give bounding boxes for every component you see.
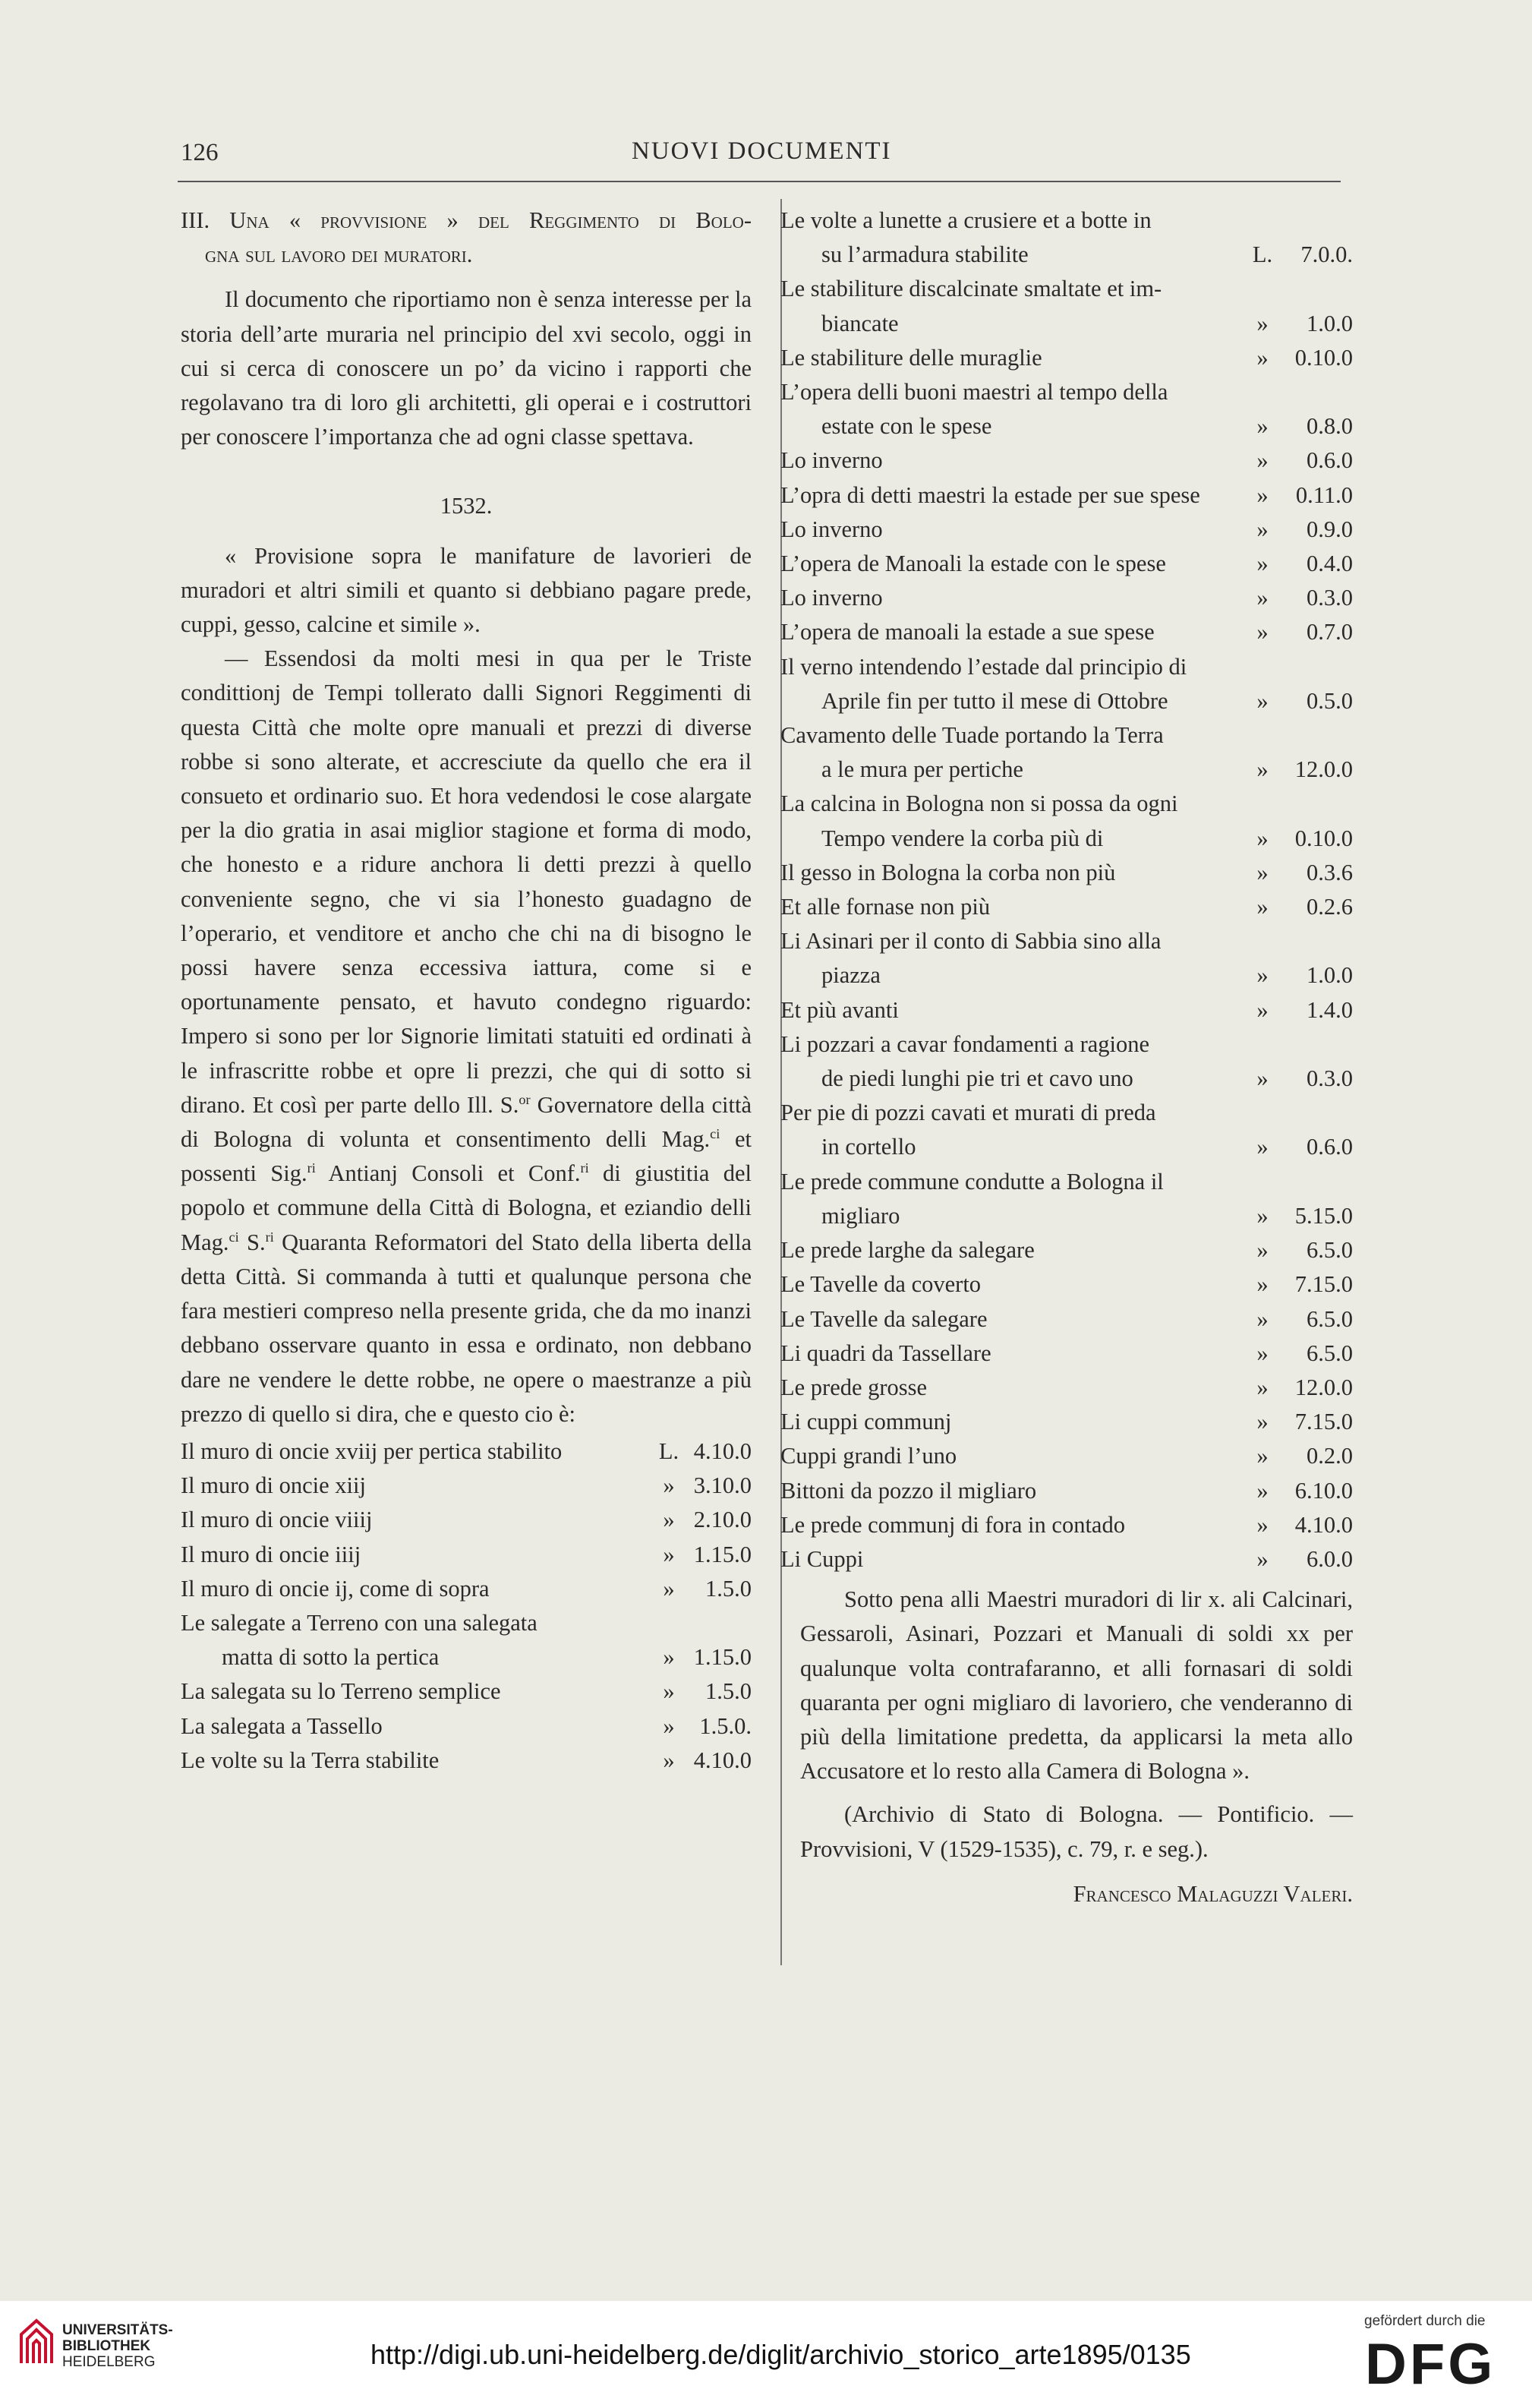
source-url-link[interactable]: http://digi.ub.uni-heidelberg.de/diglit/archivio_storico_arte1895/0135: [370, 2339, 1191, 2370]
price-value: 0.2.0: [1307, 1443, 1353, 1469]
price-row: [780, 307, 1353, 341]
price-value: 6.5.0: [1307, 1305, 1353, 1332]
price-currency-mark: »: [1256, 344, 1269, 371]
price-row: [181, 1503, 752, 1537]
price-row: [780, 1199, 1353, 1233]
price-row: [181, 1572, 752, 1606]
price-row: [780, 1474, 1353, 1508]
price-currency-mark: »: [1256, 1271, 1269, 1298]
price-value: 2.10.0: [693, 1507, 752, 1533]
body-text-2: Governatore della città di Bologna di volunta et consentimento delli Mag.: [181, 1091, 752, 1153]
price-row: [181, 1709, 752, 1744]
price-item-text: su l’armadura stabilite: [821, 241, 1029, 268]
page-number: 126: [181, 139, 219, 166]
price-currency-mark: »: [1256, 619, 1269, 645]
price-row: [780, 890, 1353, 924]
price-value: 0.10.0: [1294, 825, 1353, 851]
price-row: [780, 753, 1353, 787]
author-signature: Francesco Malaguzzi Valeri.: [1073, 1880, 1353, 1907]
price-row: [780, 375, 1353, 409]
price-value: 6.5.0: [1307, 1237, 1353, 1264]
price-row: [780, 1371, 1353, 1405]
right-column: [780, 204, 1353, 1911]
price-row: [780, 547, 1353, 581]
price-item-text: Il muro di oncie iiij: [181, 1541, 361, 1567]
header-rule: [178, 181, 1341, 182]
price-currency-mark: »: [1256, 551, 1269, 577]
price-currency-mark: »: [1256, 996, 1269, 1023]
price-currency-mark: »: [1256, 894, 1269, 920]
price-item-text: Cavamento delle Tuade portando la Terra: [780, 722, 1164, 749]
price-currency-mark: »: [663, 1541, 675, 1567]
price-currency-mark: »: [1256, 1202, 1269, 1229]
price-item-text: Il muro di oncie xviij per pertica stabilito: [181, 1438, 563, 1464]
price-value: 0.11.0: [1295, 481, 1353, 508]
price-value: 6.0.0: [1307, 1545, 1353, 1572]
archive-source: (Archivio di Stato di Bologna. — Pontificio. — Provvisioni, V (1529-1535), c. 79, r. e seg.).: [800, 1801, 1353, 1862]
price-row: [780, 1233, 1353, 1267]
price-currency-mark: »: [1256, 516, 1269, 542]
price-value: 12.0.0: [1294, 1374, 1353, 1400]
price-row: [780, 1405, 1353, 1439]
price-item-text: Il muro di oncie viiij: [181, 1507, 373, 1533]
price-value: 0.5.0: [1307, 687, 1353, 714]
price-currency-mark: »: [663, 1712, 675, 1739]
price-currency-mark: »: [1256, 1477, 1269, 1504]
price-item-text: Li cuppi communj: [780, 1409, 952, 1435]
price-currency-mark: »: [1256, 756, 1269, 783]
price-row: [780, 1165, 1353, 1199]
price-row: [181, 1674, 752, 1709]
price-item-text: Le prede commune condutte a Bologna il: [780, 1168, 1164, 1195]
price-value: 12.0.0: [1294, 756, 1353, 783]
price-item-text: biancate: [821, 310, 899, 336]
price-value: 0.3.0: [1307, 585, 1353, 611]
price-row: [780, 204, 1353, 238]
price-item-text: Il gesso in Bologna la corba non più: [780, 859, 1116, 885]
price-row: [780, 718, 1353, 753]
price-currency-mark: »: [663, 1747, 675, 1773]
price-currency-mark: »: [1256, 1545, 1269, 1572]
price-row: [780, 409, 1353, 443]
price-value: 1.4.0: [1307, 996, 1353, 1023]
price-list-left: [181, 1434, 752, 1778]
price-value: 1.5.0.: [699, 1712, 752, 1739]
price-item-text: L’opera de Manoali la estade con le spese: [780, 551, 1166, 577]
price-row: [780, 1439, 1353, 1473]
price-item-text: Le prede larghe da salegare: [780, 1237, 1035, 1264]
price-item-text: matta di sotto la pertica: [222, 1644, 440, 1671]
price-value: 0.9.0: [1307, 516, 1353, 542]
price-item-text: Lo inverno: [780, 447, 883, 474]
price-item-text: Li Cuppi: [780, 1545, 864, 1572]
price-currency-mark: »: [1256, 310, 1269, 336]
price-value: 1.0.0: [1307, 310, 1353, 336]
price-row: [780, 924, 1353, 958]
price-item-text: Cuppi grandi l’uno: [780, 1443, 957, 1469]
price-currency-mark: »: [1256, 413, 1269, 440]
penalty-paragraph: Sotto pena alli Maestri muradori di lir x. ali Calcinari, Gessaroli, Asinari, Pozzari et Manuali di soldi xx per qualunque volta contrafaranno, et alli fornasari di soldi quaranta per ogni migliaro di lavoriero, che venderanno di più della limitatione predetta, da applicarsi la meta allo Accusatore et lo resto alla Camera di Bologna ».: [800, 1586, 1353, 1785]
price-value: 4.10.0: [1294, 1511, 1353, 1538]
price-item-text: Et alle fornase non più: [780, 894, 991, 920]
sup-ri: ri: [265, 1229, 274, 1245]
price-currency-mark: »: [1256, 447, 1269, 474]
body-text-1: — Essendosi da molti mesi in qua per le Triste condittionj de Tempi tollerato dalli Signori Reggimenti di questa Città che molte opre manuali et prezzi di diverse robbe si sono alterate, et accresciute da quello che era il consueto et ordinario suo. Et hora vedendosi le cose alargate per la dio gratia in asai miglior stagione et forma di modo, che honesto e a ridure anchora li detti prezzi à quello conveniente segno, che vi sia l’honesto guadagno de l’operario, et venditore et ancho che chi na di bisogno le possi havere senza eccessiva iattura, come si e oportunamente pensato, et havuto condegno riguardo: Impero si sono per lor Signorie limitati statuiti ed ordinati à le infrascritte robbe et opre li prezzi, che qui di sotto si dirano. Et così per parte dello Ill. S.: [181, 645, 752, 1118]
price-value: 7.15.0: [1294, 1409, 1353, 1435]
price-item-text: L’opera delli buoni maestri al tempo della: [780, 379, 1168, 406]
body-text-4: Antianj Consoli et Conf.: [315, 1160, 581, 1187]
price-row: [780, 1267, 1353, 1302]
price-row: [780, 1508, 1353, 1542]
price-item-text: Le stabiliture discalcinate smaltate et im-: [780, 276, 1162, 302]
sup-ri: ri: [580, 1160, 589, 1176]
price-row: [780, 1130, 1353, 1164]
price-currency-mark: »: [1256, 859, 1269, 885]
price-item-text: Le stabiliture delle muraglie: [780, 344, 1042, 371]
price-item-text: Li Asinari per il conto di Sabbia sino alla: [780, 928, 1162, 955]
price-item-text: Lo inverno: [780, 585, 883, 611]
price-currency-mark: L.: [1252, 241, 1273, 268]
price-item-text: L’opra di detti maestri la estade per sue spese: [780, 481, 1200, 508]
left-column: [181, 204, 752, 1778]
price-currency-mark: »: [663, 1507, 675, 1533]
price-item-text: Tempo vendere la corba più di: [821, 825, 1104, 851]
sup-or: or: [519, 1091, 531, 1107]
price-item-text: La salegata su lo Terreno semplice: [181, 1678, 501, 1705]
dfg-logo: DFG: [1365, 2332, 1496, 2397]
price-currency-mark: »: [1256, 585, 1269, 611]
price-item-text: in cortello: [821, 1134, 916, 1160]
price-value: 0.6.0: [1307, 447, 1353, 474]
price-row: [780, 684, 1353, 718]
price-item-text: Le salegate a Terreno con una salegata: [181, 1609, 537, 1636]
price-value: 1.0.0: [1307, 962, 1353, 989]
price-row: [780, 443, 1353, 478]
body-text-3: et possenti Sig.: [181, 1126, 752, 1187]
price-value: 0.10.0: [1294, 344, 1353, 371]
price-item-text: Aprile fin per tutto il mese di Ottobre: [821, 687, 1168, 714]
price-item-text: Il muro di oncie xiij: [181, 1472, 366, 1499]
price-value: 4.10.0: [693, 1747, 752, 1773]
price-currency-mark: »: [1256, 1443, 1269, 1469]
price-currency-mark: »: [1256, 1374, 1269, 1400]
price-currency-mark: »: [1256, 962, 1269, 989]
price-item-text: Le Tavelle da salegare: [780, 1305, 988, 1332]
body-text-5: di giustitia del popolo et commune della Città di Bologna, et eziandio delli Mag.: [181, 1160, 752, 1255]
price-currency-mark: »: [1256, 1065, 1269, 1092]
price-value: 0.3.6: [1307, 859, 1353, 885]
price-row: [780, 615, 1353, 649]
library-line-2: BIBLIOTHEK: [62, 2338, 151, 2354]
body-text-6: S.: [238, 1229, 266, 1255]
running-title: NUOVI DOCUMENTI: [632, 137, 892, 165]
sup-ci: ci: [229, 1229, 239, 1245]
price-value: 1.15.0: [693, 1644, 752, 1671]
price-row: [780, 856, 1353, 890]
price-value: 0.4.0: [1307, 551, 1353, 577]
price-currency-mark: »: [663, 1678, 675, 1705]
price-item-text: La salegata a Tassello: [181, 1712, 383, 1739]
price-row: [780, 1302, 1353, 1337]
price-item-text: de piedi lunghi pie tri et cavo uno: [821, 1065, 1133, 1092]
price-row: [780, 1062, 1353, 1096]
price-value: 6.5.0: [1307, 1340, 1353, 1366]
price-value: 7.15.0: [1294, 1271, 1353, 1298]
price-item-text: a le mura per pertiche: [821, 756, 1023, 783]
price-row: [780, 787, 1353, 821]
price-list-right: [780, 204, 1353, 1576]
price-row: [780, 478, 1353, 513]
price-row: [780, 238, 1353, 272]
article-heading-line2: gna sul lavoro dei muratori.: [205, 241, 473, 268]
price-currency-mark: »: [1256, 1237, 1269, 1264]
price-row: [181, 1434, 752, 1469]
price-value: 7.0.0.: [1300, 241, 1353, 268]
price-row: [780, 1542, 1353, 1576]
price-value: 1.15.0: [693, 1541, 752, 1567]
price-value: 0.3.0: [1307, 1065, 1353, 1092]
price-item-text: Il muro di oncie ij, come di sopra: [181, 1575, 490, 1602]
price-item-text: piazza: [821, 962, 881, 989]
price-item-text: L’opera de manoali la estade a sue spese: [780, 619, 1155, 645]
sup-ri: ri: [307, 1160, 316, 1176]
article-heading-line1: III. Una « provvisione » del Reggimento di Bolo-: [181, 207, 752, 233]
price-row: [181, 1606, 752, 1640]
price-item-text: Bittoni da pozzo il migliaro: [780, 1477, 1037, 1504]
price-row: [780, 581, 1353, 615]
price-item-text: Et più avanti: [780, 996, 899, 1023]
price-row: [181, 1640, 752, 1674]
price-item-text: Per pie di pozzi cavati et murati di preda: [780, 1100, 1156, 1126]
price-currency-mark: »: [1256, 825, 1269, 851]
price-currency-mark: »: [1256, 1340, 1269, 1366]
price-value: 0.7.0: [1307, 619, 1353, 645]
price-currency-mark: »: [1256, 687, 1269, 714]
sup-ci: ci: [710, 1125, 720, 1141]
price-currency-mark: L.: [658, 1438, 679, 1464]
body-text-7: Quaranta Reformatori del Stato della liberta della detta Città. Si commanda à tutti et qualunque persona che fara mestieri compreso nella presente grida, che da mo inanzi debbano osservare quanto in essa e ordinato, non debbano dare ne vendere le dette robbe, ne opere o maestranze a più prezzo di quello si dira, che e questo cio è:: [181, 1229, 752, 1427]
price-item-text: Li quadri da Tassellare: [780, 1340, 991, 1366]
price-currency-mark: »: [1256, 1305, 1269, 1332]
price-row: [780, 1027, 1353, 1062]
year-heading: 1532.: [440, 493, 493, 519]
funded-by-label: gefördert durch die: [1364, 2313, 1486, 2329]
library-logo-icon: [17, 2318, 56, 2372]
price-currency-mark: »: [663, 1575, 675, 1602]
price-value: 0.8.0: [1307, 413, 1353, 440]
price-item-text: Le prede grosse: [780, 1374, 928, 1400]
library-line-1: UNIVERSITÄTS-: [62, 2322, 173, 2338]
intro-paragraph: Il documento che riportiamo non è senza interesse per la storia dell’arte muraria nel principio del xvi secolo, oggi in cui si cerca di conoscere un po’ da vicino i rapporti che regolavano tra di loro gli architetti, gli operai e i costruttori per conoscere l’importanza che ad ogni classe spettava.: [181, 286, 752, 450]
price-item-text: Le prede communj di fora in contado: [780, 1511, 1125, 1538]
price-row: [780, 341, 1353, 375]
price-currency-mark: »: [663, 1644, 675, 1671]
price-value: 1.5.0: [705, 1575, 752, 1602]
price-currency-mark: »: [1256, 1409, 1269, 1435]
price-row: [780, 650, 1353, 684]
price-value: 5.15.0: [1294, 1202, 1353, 1229]
price-row: [181, 1469, 752, 1503]
price-item-text: Il verno intendendo l’estade dal principio di: [780, 653, 1187, 680]
price-value: 3.10.0: [693, 1472, 752, 1499]
price-item-text: migliaro: [821, 1202, 900, 1229]
price-currency-mark: »: [663, 1472, 675, 1499]
price-value: 0.6.0: [1307, 1134, 1353, 1160]
price-item-text: Li pozzari a cavar fondamenti a ragione: [780, 1030, 1150, 1057]
price-value: 6.10.0: [1294, 1477, 1353, 1504]
price-item-text: Le volte a lunette a crusiere et a botte in: [780, 207, 1152, 233]
price-item-text: Le volte su la Terra stabilite: [181, 1747, 440, 1773]
price-row: [780, 272, 1353, 306]
price-row: [181, 1744, 752, 1778]
price-row: [780, 1096, 1353, 1130]
library-name: [62, 2322, 173, 2370]
price-item-text: Le Tavelle da coverto: [780, 1271, 982, 1298]
provision-title: « Provisione sopra le manifature de lavorieri de muradori et altri simili et quanto si debbiano pagare prede, cuppi, gesso, calcine et simile ».: [181, 542, 752, 638]
price-row: [780, 822, 1353, 856]
price-value: 0.2.6: [1307, 894, 1353, 920]
price-value: 4.10.0: [693, 1438, 752, 1464]
price-item-text: estate con le spese: [821, 413, 992, 440]
price-currency-mark: »: [1256, 1511, 1269, 1538]
price-currency-mark: »: [1256, 1134, 1269, 1160]
library-line-3: HEIDELBERG: [62, 2354, 156, 2370]
provision-body: [181, 642, 752, 1431]
price-row: [780, 958, 1353, 993]
price-row: [780, 513, 1353, 547]
price-row: [181, 1538, 752, 1572]
price-row: [780, 993, 1353, 1027]
price-item-text: La calcina in Bologna non si possa da ogni: [780, 791, 1178, 817]
price-row: [780, 1337, 1353, 1371]
price-value: 1.5.0: [705, 1678, 752, 1705]
price-currency-mark: »: [1256, 481, 1269, 508]
price-item-text: Lo inverno: [780, 516, 883, 542]
